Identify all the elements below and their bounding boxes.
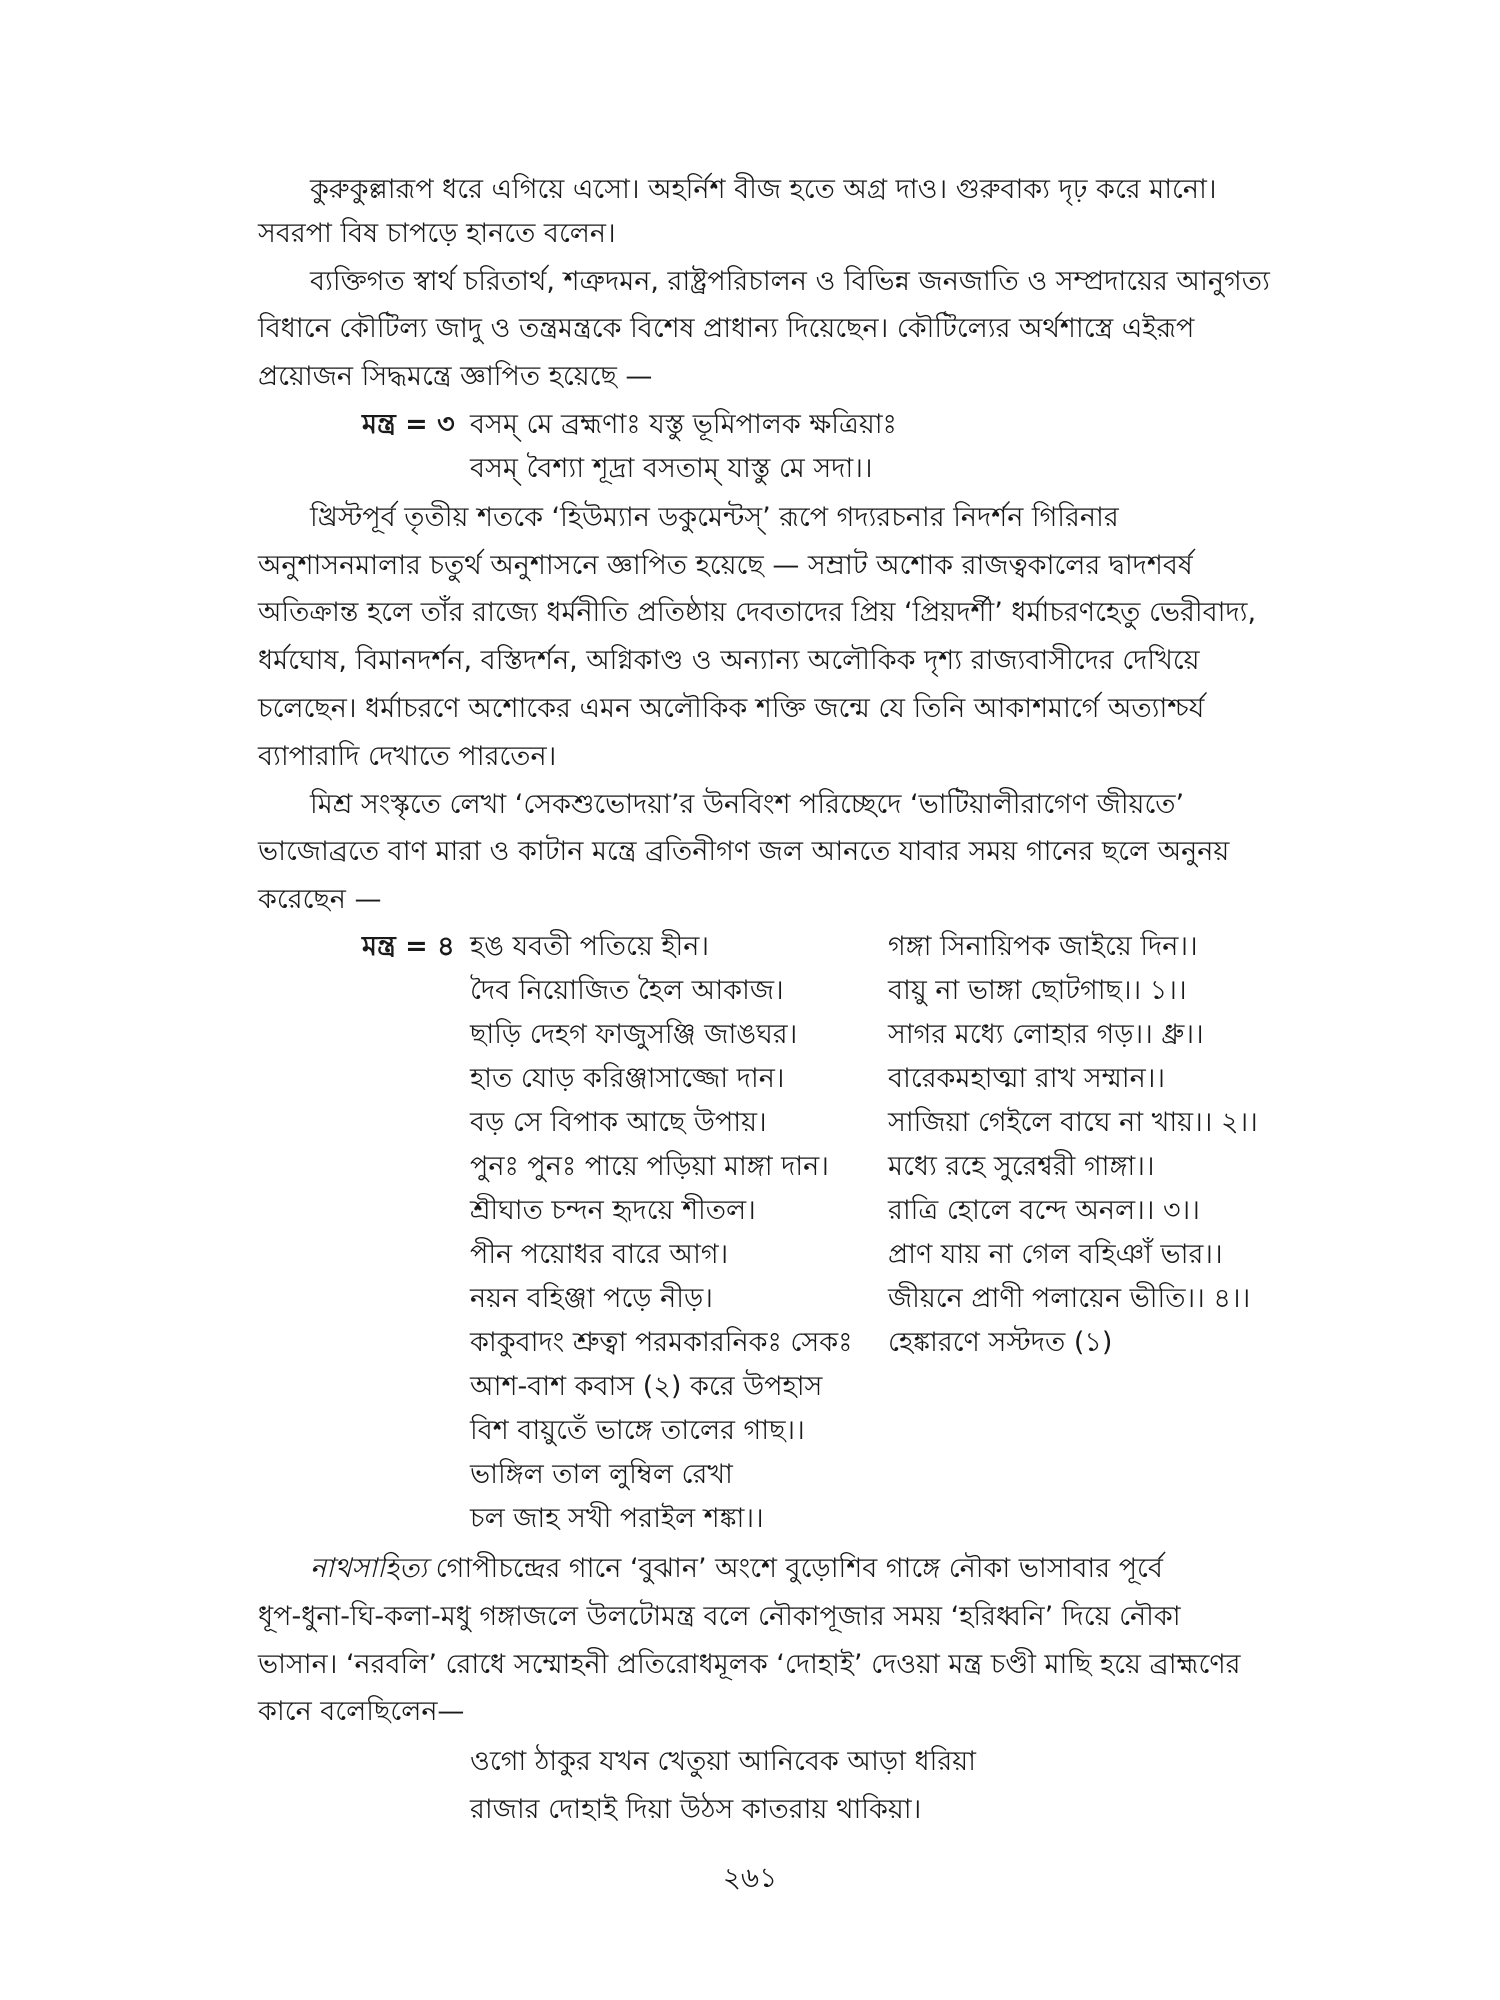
- mantra4-right-line: মধ্যে রহে সুরেশ্বরী গাঙ্গা।।: [888, 1151, 1155, 1182]
- mantra4-left-line: ভাঙ্গিল তাল লুম্বিল রেখা: [470, 1459, 733, 1490]
- para4-line1: মিশ্র সংস্কৃতে লেখা ‘সেকশুভোদয়া’র উনবিংশ পরিচ্ছেদে ‘ভাটিয়ালীরাগেণ জীয়তে’: [310, 789, 1185, 820]
- mantra4-left-line: পীন পয়োধর বারে আগ।: [470, 1239, 729, 1270]
- para1-line2: সবরপা বিষ চাপড়ে হানতে বলেন।: [258, 218, 616, 249]
- para5-line2: ধূপ-ধুনা-ঘি-কলা-মধু গঙ্গাজলে উলটোমন্ত্র বলে নৌকাপূজার সময় ‘হরিধ্বনি’ দিয়ে নৌকা: [258, 1601, 1181, 1632]
- mantra4-left-line: চল জাহ সখী পরাইল শঙ্কা।।: [470, 1503, 764, 1534]
- para2-line2: বিধানে কৌটিল্য জাদু ও তন্ত্রমন্ত্রকে বিশেষ প্রাধান্য দিয়েছেন। কৌটিল্যের অর্থশাস্ত্রে এইরূপ: [258, 313, 1195, 344]
- para3-line6: ব্যাপারাদি দেখাতে পারতেন।: [258, 741, 557, 772]
- verse-line2: রাজার দোহাই দিয়া উঠস কাতরায় থাকিয়া।: [470, 1794, 922, 1825]
- para5-line1-text: গোপীচন্দ্রের গানে ‘বুঝান’ অংশে বুড়োশিব গাঙ্গে নৌকা ভাসাবার পূর্বে: [427, 1553, 1163, 1584]
- para2-line3: প্রয়োজন সিদ্ধমন্ত্রে জ্ঞাপিত হয়েছে —: [258, 361, 653, 392]
- mantra4-right-line: সাজিয়া গেইলে বাঘে না খায়।। ২।।: [888, 1107, 1258, 1138]
- mantra4-left-line: বিশ বায়ুতেঁ ভাঙ্গে তালের গাছ।।: [470, 1415, 805, 1446]
- para3-line5: চলেছেন। ধর্মাচরণে অশোকের এমন অলৌকিক শক্তি জন্মে যে তিনি আকাশমার্গে অত্যাশ্চর্য: [258, 693, 1205, 724]
- mantra4-right-line: জীয়নে প্রাণী পলায়েন ভীতি।। ৪।।: [888, 1283, 1251, 1314]
- para3-line1: খ্রিস্টপূর্ব তৃতীয় শতকে ‘হিউম্যান ডকুমেন্টস্’ রূপে গদ্যরচনার নিদর্শন গিরিনার: [310, 502, 1119, 533]
- mantra4-left-line: হঙ যবতী পতিয়ে হীন।: [470, 931, 710, 962]
- para4-line2: ভাজোব্রতে বাণ মারা ও কাটান মন্ত্রে ব্রতিনীগণ জল আনতে যাবার সময় গানের ছলে অনুনয়: [258, 836, 1230, 867]
- para3-line3: অতিক্রান্ত হলে তাঁর রাজ্যে ধর্মনীতি প্রতিষ্ঠায় দেবতাদের প্রিয় ‘প্রিয়দর্শী’ ধর্মাচরণহেতু ভেরীবাদ্য,: [258, 597, 1257, 628]
- mantra4-left-line: কাকুবাদং শ্রুত্বা পরমকারনিকঃ সেকঃ: [470, 1327, 853, 1358]
- mantra4-left-line: আশ-বাশ কবাস (২) করে উপহাস: [470, 1371, 823, 1402]
- mantra4-right-line: বারেকমহাত্মা রাখ সম্মান।।: [888, 1063, 1166, 1094]
- mantra4-right-line: সাগর মধ্যে লোহার গড়।। ধ্রু।।: [888, 1019, 1204, 1050]
- mantra4-left-line: ছাড়ি দেহগ ফাজুসঞ্জি জাঙঘর।: [470, 1019, 798, 1050]
- para3-line2: অনুশাসনমালার চতুর্থ অনুশাসনে জ্ঞাপিত হয়েছে — সম্রাট অশোক রাজত্বকালের দ্বাদশবর্ষ: [258, 550, 1193, 581]
- para5-line4: কানে বলেছিলেন—: [258, 1696, 465, 1727]
- mantra4-left-line: দৈব নিয়োজিত হৈল আকাজ।: [470, 975, 784, 1006]
- mantra4-right-line: রাত্রি হোলে বন্দে অনল।। ৩।।: [888, 1195, 1200, 1226]
- para4-line3: করেছেন —: [258, 884, 382, 915]
- mantra4-left-line: শ্রীঘাত চন্দন হৃদয়ে শীতল।: [470, 1195, 756, 1226]
- page-number: ২৬১: [722, 1861, 778, 1894]
- para3-line4: ধর্মঘোষ, বিমানদর্শন, বস্তিদর্শন, অগ্নিকাণ্ড ও অন্যান্য অলৌকিক দৃশ্য রাজ্যবাসীদের দেখিয়ে: [258, 645, 1200, 676]
- para5-line3: ভাসান। ‘নরবলি’ রোধে সম্মোহনী প্রতিরোধমূলক ‘দোহাই’ দেওয়া মন্ত্র চণ্ডী মাছি হয়ে ব্রাহ্মণের: [258, 1649, 1241, 1680]
- mantra4-right-line: বায়ু না ভাঙ্গা ছোটগাছ।। ১।।: [888, 975, 1187, 1006]
- mantra4-right-line: গঙ্গা সিনায়িপক জাইয়ে দিন।।: [888, 931, 1198, 962]
- mantra4-label: মন্ত্র = ৪: [362, 931, 455, 962]
- mantra4-left-line: পুনঃ পুনঃ পায়ে পড়িয়া মাঙ্গা দান।: [470, 1151, 829, 1182]
- mantra3-line2: বসম্ বৈশ্যা শূদ্রা বসতাম্ যাস্তু মে সদা।।: [470, 453, 873, 484]
- mantra4-left-line: নয়ন বহিঞ্জা পড়ে নীড়।: [470, 1283, 713, 1314]
- verse-line1: ওগো ঠাকুর যখন খেতুয়া আনিবেক আড়া ধরিয়া: [470, 1746, 976, 1777]
- mantra3-label: মন্ত্র = ৩: [362, 409, 455, 440]
- para2-line1: ব্যক্তিগত স্বার্থ চরিতার্থ, শত্রুদমন, রাষ্ট্রপরিচালন ও বিভিন্ন জনজাতি ও সম্প্রদায়ের আনুগত্য: [310, 266, 1270, 297]
- para1-line1: কুরুকুল্লারূপ ধরে এগিয়ে এসো। অহর্নিশ বীজ হতে অগ্র দাও। গুরুবাক্য দৃঢ় করে মানো।: [310, 174, 1217, 205]
- mantra4-right-line: প্রাণ যায় না গেল বহিঞাঁ ভার।।: [888, 1239, 1223, 1270]
- mantra4-left-line: বড় সে বিপাক আছে উপায়।: [470, 1107, 767, 1138]
- para5-line1: [310, 1549, 1163, 1589]
- nathsahitya-term: নাথসাহিত্য: [310, 1553, 428, 1584]
- mantra3-line1: বসম্ মে ব্রহ্মণাঃ যস্তু ভূমিপালক ক্ষত্রিয়াঃ: [470, 409, 897, 440]
- mantra4-right-line: হেঙ্কারণে সস্টদত (১): [888, 1327, 1113, 1358]
- mantra4-left-line: হাত যোড় করিঞ্জাসাজ্জো দান।: [470, 1063, 785, 1094]
